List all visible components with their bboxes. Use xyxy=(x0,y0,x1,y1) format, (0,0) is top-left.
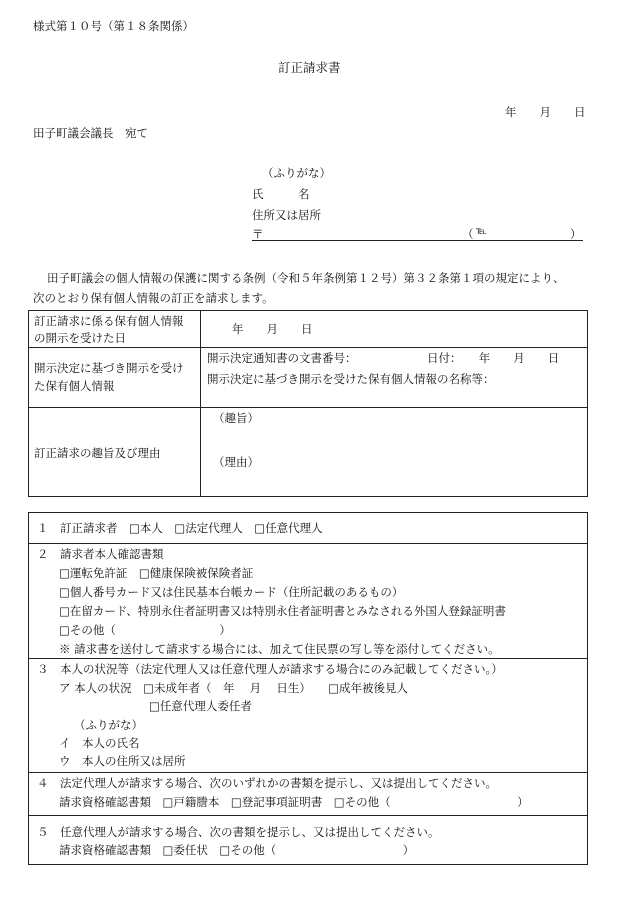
row2-label-2: た保有個人情報 xyxy=(34,379,115,393)
id-doc-option-other[interactable]: □その他（ ） xyxy=(59,623,231,637)
section-2-title: ２ 請求者本人確認書類 xyxy=(37,547,164,561)
request-detail-table xyxy=(28,310,588,497)
page-title: 訂正請求書 xyxy=(278,60,341,75)
address-underline xyxy=(252,240,583,241)
section-1-requester-type[interactable]: １ 訂正請求者 □本人 □法定代理人 □任意代理人 xyxy=(37,521,323,535)
section-5-title: ５ 任意代理人が請求する場合、次の書類を提示し、又は提出してください。 xyxy=(37,825,440,839)
row3-label: 訂正請求の趣旨及び理由 xyxy=(34,446,161,460)
section-3-title: ３ 本人の状況等（法定代理人又は任意代理人が請求する場合にのみ記載してください。） xyxy=(37,662,503,676)
document-number-field[interactable]: 開示決定通知書の文書番号： xyxy=(207,351,357,365)
principal-address[interactable]: ウ 本人の住所又は居所 xyxy=(59,754,186,768)
section-4-title: ４ 法定代理人が請求する場合、次のいずれかの書類を提示し、又は提出してください。 xyxy=(37,776,497,790)
voluntary-agent-docs[interactable]: 請求資格確認書類 □委任状 □その他（ ） xyxy=(59,843,415,857)
tel-close: ） xyxy=(570,227,582,241)
intro-line-2: 次のとおり保有個人情報の訂正を請求します。 xyxy=(33,291,274,305)
id-doc-option-1[interactable]: □運転免許証 □健康保険被保険者証 xyxy=(59,566,254,580)
name-label: 氏 名 xyxy=(252,187,310,201)
form-number: 様式第１０号（第１８条関係） xyxy=(33,19,194,33)
row1-label-1: 訂正請求に係る保有個人情報 xyxy=(34,314,184,328)
date-field[interactable]: 年 月 日 xyxy=(505,105,586,119)
addressee: 田子町議会議長 宛て xyxy=(33,126,148,140)
notice-date-field[interactable]: 日付： 年 月 日 xyxy=(427,351,560,365)
postal-mark: 〒 xyxy=(252,227,264,241)
id-doc-option-2[interactable]: □個人番号カード又は住民基本台帳カード（住所記載のあるもの） xyxy=(59,585,404,599)
principal-name[interactable]: イ 本人の氏名 xyxy=(59,736,140,750)
principal-status-proxy[interactable]: □任意代理人委任者 xyxy=(149,699,252,713)
address-label: 住所又は居所 xyxy=(252,208,321,222)
legal-agent-docs[interactable]: 請求資格確認書類 □戸籍謄本 □登記事項証明書 □その他（ ） xyxy=(59,795,529,809)
requester-status-table xyxy=(28,512,588,865)
section-2-note: ※ 請求書を送付して請求する場合には、加えて住民票の写し等を添付してください。 xyxy=(59,642,500,656)
purpose-field[interactable]: （趣旨） xyxy=(213,411,259,425)
tel-open: （ xyxy=(462,227,474,241)
info-name-field[interactable]: 開示決定に基づき開示を受けた保有個人情報の名称等： xyxy=(207,372,495,386)
principal-status-options[interactable]: ア 本人の状況 □未成年者（ 年 月 日生） □成年被後見人 xyxy=(59,681,408,695)
id-doc-option-3[interactable]: □在留カード、特別永住者証明書又は特別永住者証明書とみなされる外国人登録証明書 xyxy=(59,604,506,618)
furigana-label: （ふりがな） xyxy=(262,166,331,180)
tel-icon: ℡ xyxy=(476,226,487,237)
disclosure-date-field[interactable]: 年 月 日 xyxy=(232,322,313,336)
reason-field[interactable]: （理由） xyxy=(213,455,259,469)
row2-label-1: 開示決定に基づき開示を受け xyxy=(34,361,184,375)
row1-label-2: の開示を受けた日 xyxy=(34,331,126,345)
principal-furigana: （ふりがな） xyxy=(74,718,143,732)
intro-line-1: 田子町議会の個人情報の保護に関する条例（令和５年条例第１２号）第３２条第１項の規定により、 xyxy=(47,271,565,285)
